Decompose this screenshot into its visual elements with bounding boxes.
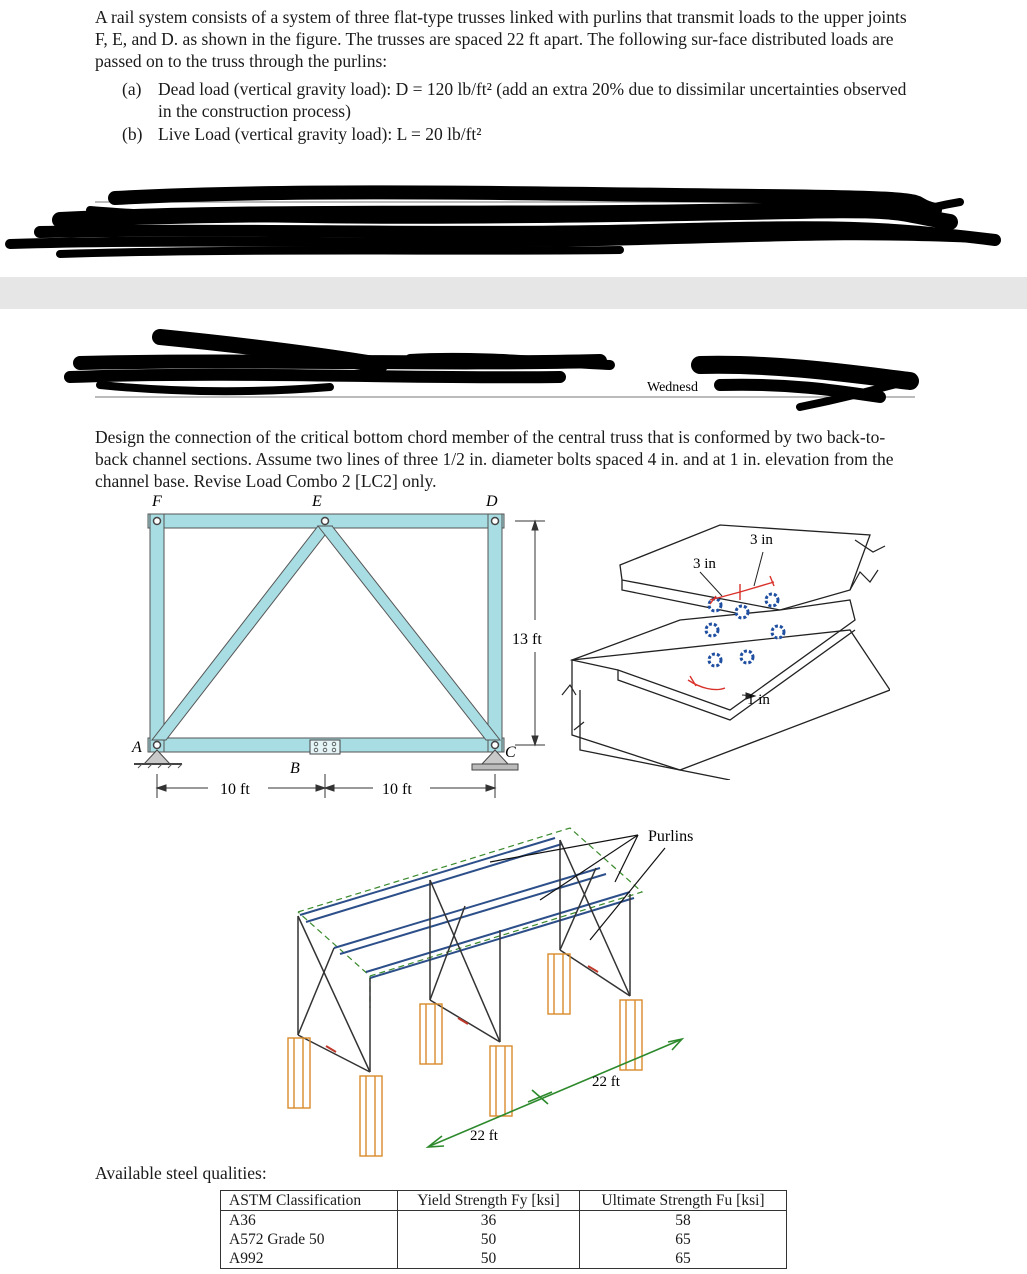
table-cell-fu: 65	[580, 1249, 787, 1269]
truss-spacing-label: 22 ft	[592, 1074, 620, 1090]
bolt	[741, 651, 753, 663]
bolt	[706, 624, 718, 636]
table-header: Ultimate Strength Fu [ksi]	[580, 1191, 787, 1211]
load-item-text: Live Load (vertical gravity load): L = 20 lb/ft²	[158, 124, 482, 144]
bolt-spacing-label: 3 in	[750, 532, 773, 548]
pin-f	[154, 518, 161, 525]
steel-caption: Available steel qualities:	[95, 1163, 267, 1183]
table-cell-grade: A572 Grade 50	[221, 1230, 398, 1249]
edge-distance-label: 1 in	[747, 692, 770, 708]
problem-task: Design the connection of the critical bottom chord member of the central truss that is conformed by two back-to-back channel sections. Assume two lines of three 1/2 in. diameter bolts spaced 4 in. and at 1 in. elevation from the channel base. Revise Load Combo 2 [LC2] only.	[95, 427, 894, 491]
table-cell-fy: 36	[398, 1211, 580, 1231]
redaction-scribble	[0, 180, 1027, 275]
spacing-arrows	[428, 1039, 682, 1147]
joint-label-d: D	[486, 493, 498, 510]
table-header: ASTM Classification	[221, 1191, 398, 1211]
load-item-label: (a)	[122, 79, 142, 99]
pin-c	[492, 742, 499, 749]
page-gap	[0, 277, 1027, 309]
left-diagonal	[152, 526, 332, 740]
bolt-spacing-label: 3 in	[693, 556, 716, 572]
load-item-dead	[122, 78, 922, 122]
table-header: Yield Strength Fy [ksi]	[398, 1191, 580, 1211]
table-row	[221, 1230, 787, 1249]
truss-diagram	[120, 492, 560, 802]
pin-e	[322, 518, 329, 525]
partial-text: Wednesd	[647, 380, 698, 395]
right-diagonal	[318, 526, 500, 740]
load-item-text: Dead load (vertical gravity load): D = 120 lb/ft² (add an extra 20% due to dissimilar uncertainties observed in the construction process)	[158, 79, 907, 121]
steel-table	[220, 1190, 787, 1269]
right-vertical	[488, 514, 502, 752]
table-row	[221, 1211, 787, 1231]
table-cell-fu: 58	[580, 1211, 787, 1231]
table-header-row	[221, 1191, 787, 1211]
table-cell-fy: 50	[398, 1230, 580, 1249]
plan-outline	[298, 828, 642, 1008]
support-columns	[288, 954, 642, 1156]
truss-spacing-label: 22 ft	[470, 1128, 498, 1144]
span-left-label: 10 ft	[220, 781, 250, 798]
height-label: 13 ft	[512, 631, 542, 648]
truss-members	[148, 514, 504, 752]
pin-a	[154, 742, 161, 749]
bolt	[709, 599, 721, 611]
joint-label-b: B	[290, 760, 300, 777]
bolt-connection-diagram	[550, 520, 890, 780]
joint-label-a: A	[132, 739, 142, 756]
bolt	[766, 594, 778, 606]
joint-label-e: E	[312, 493, 322, 510]
table-cell-fu: 65	[580, 1230, 787, 1249]
bolt	[736, 606, 748, 618]
span-right-label: 10 ft	[382, 781, 412, 798]
table-cell-grade: A992	[221, 1249, 398, 1269]
left-vertical	[150, 514, 164, 752]
load-item-live	[122, 123, 922, 145]
bolt	[772, 626, 784, 638]
frame-3d-diagram	[270, 820, 710, 1160]
redaction-scribble	[0, 325, 1027, 420]
pin-d	[492, 518, 499, 525]
joint-label-c: C	[505, 744, 516, 761]
load-item-label: (b)	[122, 124, 143, 144]
joint-label-f: F	[152, 493, 162, 510]
bolt	[709, 654, 721, 666]
problem-intro: A rail system consists of a system of three flat-type trusses linked with purlins that transmit loads to the upper joints F, E, and D. as shown in the figure. The trusses are spaced 22 ft apart. The following sur-face distributed loads are passed on to the truss through the purlins:	[95, 7, 907, 71]
table-cell-fy: 50	[398, 1249, 580, 1269]
table-row	[221, 1249, 787, 1269]
table-cell-grade: A36	[221, 1211, 398, 1231]
purlins-label: Purlins	[648, 828, 694, 845]
purlin-lines	[300, 838, 634, 978]
